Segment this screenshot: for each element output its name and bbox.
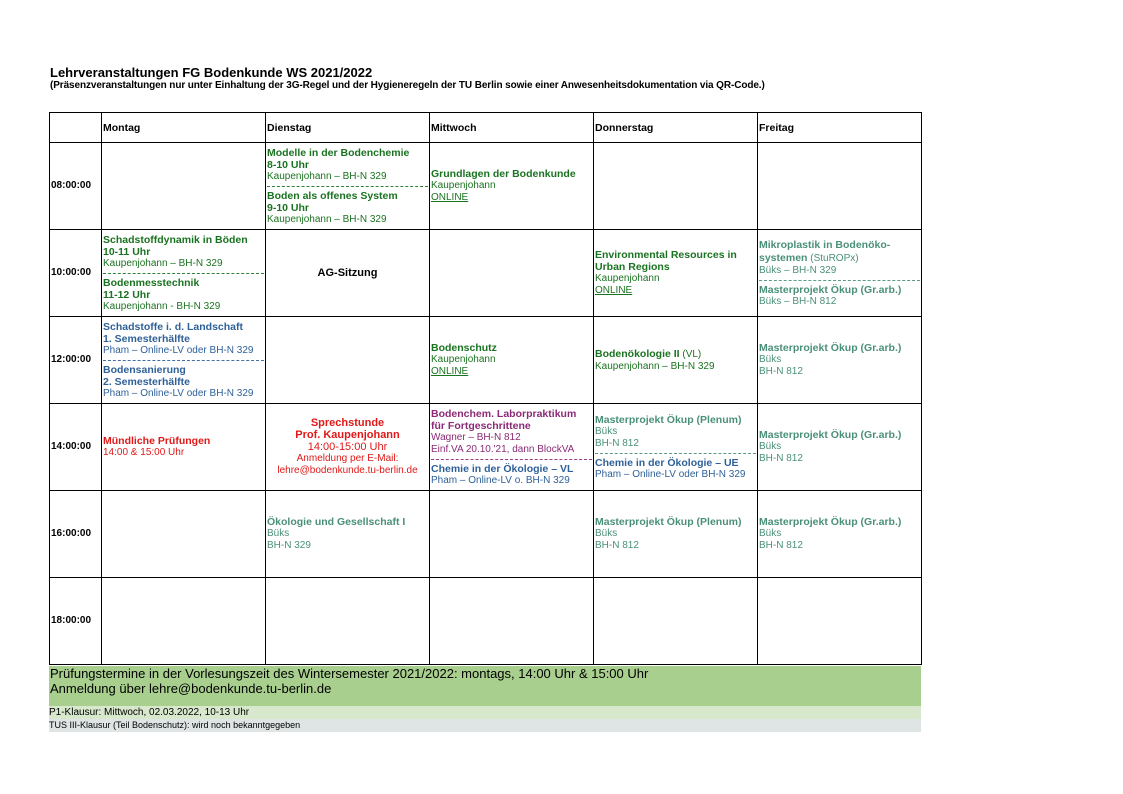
cell-mo-10	[102, 230, 266, 317]
time-label: 14:00:00	[50, 404, 102, 491]
course-info: Büks – BH-N 329	[759, 264, 837, 276]
cell-mi-18	[430, 578, 594, 665]
course-title: Masterprojekt Ökup (Plenum)	[595, 413, 742, 426]
separator	[267, 186, 428, 187]
course-title: Bodensanierung	[103, 363, 186, 376]
course-time: 14:00-15:00 Uhr	[307, 441, 388, 453]
online-link[interactable]: ONLINE	[431, 192, 469, 203]
course-info: Pham – Online-LV oder BH-N 329	[103, 344, 254, 356]
cell-mo-18	[102, 578, 266, 665]
separator	[103, 273, 264, 274]
cell-di-12	[266, 317, 430, 404]
cell-do-12	[594, 317, 758, 404]
course-title: Masterprojekt Ökup (Gr.arb.)	[759, 283, 902, 296]
course-info: 14:00 & 15:00 Uhr	[103, 447, 185, 458]
course-title: Schadstoffe i. d. Landschaft	[103, 320, 244, 333]
time-label: 18:00:00	[50, 578, 102, 665]
course-time: 1. Semesterhälfte	[103, 332, 190, 345]
course-info: Kaupenjohann – BH-N 329	[103, 257, 223, 269]
course-info: Pham – Online-LV oder BH-N 329	[103, 387, 254, 399]
course-title: Bodenmesstechnik	[103, 276, 200, 289]
exam-info-bar	[49, 666, 921, 706]
course-title: AG-Sitzung	[317, 266, 378, 279]
course-room: BH-N 329	[267, 540, 311, 551]
course-title: Masterprojekt Ökup (Gr.arb.)	[759, 516, 902, 528]
cell-mi-08	[430, 143, 594, 230]
course-time: 11-12 Uhr	[103, 288, 151, 301]
cell-fr-08	[758, 143, 922, 230]
time-label: 10:00:00	[50, 230, 102, 317]
course-title: Chemie in der Ökologie – VL	[431, 462, 574, 475]
course-title: Chemie in der Ökologie – UE	[595, 456, 739, 469]
course-title: Mikroplastik in Bodenöko-systemen	[759, 238, 891, 264]
row-1400	[50, 404, 922, 491]
course-title: Sprechstunde	[310, 417, 385, 429]
cell-mi-14	[430, 404, 594, 491]
row-1200	[50, 317, 922, 404]
cell-do-16	[594, 491, 758, 578]
cell-fr-14	[758, 404, 922, 491]
separator	[431, 459, 592, 460]
course-info: Kaupenjohann	[431, 180, 496, 191]
course-info: Büks	[267, 528, 290, 539]
course-info: Büks	[759, 354, 782, 365]
course-suffix: (VL)	[682, 348, 702, 360]
course-room: BH-N 812	[595, 540, 639, 551]
course-time: 2. Semesterhälfte	[103, 375, 190, 388]
course-title: Schadstoffdynamik in Böden	[103, 233, 248, 246]
row-0800	[50, 143, 922, 230]
cell-do-10	[594, 230, 758, 317]
day-header-montag: Montag	[102, 113, 266, 143]
course-info: Büks	[759, 528, 782, 539]
exam-dates-text: Prüfungstermine in der Vorlesungszeit des Wintersemester 2021/2022: montags, 14:00 Uhr & 15:00 Uhr	[50, 666, 649, 681]
cell-fr-10	[758, 230, 922, 317]
course-info: Kaupenjohann	[595, 273, 660, 284]
cell-mo-08	[102, 143, 266, 230]
header-row	[50, 113, 922, 143]
page-title: Lehrveranstaltungen FG Bodenkunde WS 2021/2022	[50, 65, 373, 80]
separator	[759, 280, 920, 281]
course-info: Büks – BH-N 812	[759, 295, 837, 307]
course-room: BH-N 812	[595, 437, 639, 449]
course-title: Environmental Resources in Urban Regions	[595, 249, 737, 273]
cell-do-14	[594, 404, 758, 491]
course-info: Anmeldung per E-Mail:	[296, 453, 399, 464]
cell-di-16	[266, 491, 430, 578]
separator	[103, 360, 264, 361]
course-title: Bodenchem. Laborpraktikum für Fortgeschrittene	[431, 407, 577, 432]
course-time: 8-10 Uhr	[267, 158, 310, 171]
course-suffix: (StuROPx)	[810, 252, 859, 264]
course-title: Bodenschutz	[431, 342, 497, 354]
tus-exam-bar: TUS III-Klausur (Teil Bodenschutz): wird noch bekanntgegeben	[49, 719, 921, 732]
course-time: 9-10 Uhr	[267, 201, 310, 214]
email-link[interactable]: lehre@bodenkunde.tu-berlin.de	[277, 465, 418, 476]
cell-fr-16	[758, 491, 922, 578]
time-label: 16:00:00	[50, 491, 102, 578]
cell-do-18	[594, 578, 758, 665]
course-info: Wagner – BH-N 812	[431, 431, 521, 443]
course-info: Kaupenjohann	[431, 354, 496, 365]
cell-mi-16	[430, 491, 594, 578]
course-info: Einf.VA 20.10.'21, dann BlockVA	[431, 443, 575, 455]
course-info: Pham – Online-LV o. BH-N 329	[431, 474, 570, 486]
time-label: 08:00:00	[50, 143, 102, 230]
course-title: Boden als offenes System	[267, 189, 398, 202]
cell-mi-12	[430, 317, 594, 404]
course-info: Kaupenjohann – BH-N 329	[267, 170, 387, 182]
course-title: Masterprojekt Ökup (Gr.arb.)	[759, 429, 902, 441]
time-label: 12:00:00	[50, 317, 102, 404]
cell-mo-14	[102, 404, 266, 491]
exam-registration-text: Anmeldung über lehre@bodenkunde.tu-berlin.de	[50, 681, 332, 696]
online-link[interactable]: ONLINE	[431, 366, 469, 377]
cell-di-08	[266, 143, 430, 230]
course-info: Kaupenjohann – BH-N 329	[595, 360, 715, 372]
cell-mo-16	[102, 491, 266, 578]
cell-fr-12	[758, 317, 922, 404]
course-title: Modelle in der Bodenchemie	[267, 146, 410, 159]
cell-do-08	[594, 143, 758, 230]
cell-di-18	[266, 578, 430, 665]
online-link[interactable]: ONLINE	[595, 285, 633, 296]
cell-di-14	[266, 404, 430, 491]
course-room: BH-N 812	[759, 366, 803, 377]
day-header-mittwoch: Mittwoch	[430, 113, 594, 143]
corner-cell	[50, 113, 102, 143]
course-title: Masterprojekt Ökup (Plenum)	[595, 516, 742, 528]
course-title: Grundlagen der Bodenkunde	[431, 168, 576, 180]
cell-di-10	[266, 230, 430, 317]
day-header-donnerstag: Donnerstag	[594, 113, 758, 143]
cell-mi-10	[430, 230, 594, 317]
separator	[595, 453, 756, 454]
course-info: Pham – Online-LV oder BH-N 329	[595, 468, 746, 480]
course-title: Bodenökologie II	[595, 347, 680, 360]
p1-exam-bar: P1-Klausur: Mittwoch, 02.03.2022, 10-13 Uhr	[49, 706, 921, 719]
day-header-dienstag: Dienstag	[266, 113, 430, 143]
course-info: Büks	[595, 425, 618, 437]
course-info: Kaupenjohann – BH-N 329	[267, 213, 387, 225]
course-title: Ökologie und Gesellschaft I	[267, 516, 406, 528]
row-1800	[50, 578, 922, 665]
row-1600	[50, 491, 922, 578]
course-info: Büks	[595, 528, 618, 539]
row-1000	[50, 230, 922, 317]
cell-fr-18	[758, 578, 922, 665]
course-time: 10-11 Uhr	[103, 245, 151, 258]
course-room: BH-N 812	[759, 453, 803, 464]
course-info: Büks	[759, 441, 782, 452]
cell-mo-12	[102, 317, 266, 404]
course-title: Mündliche Prüfungen	[103, 435, 211, 447]
course-room: BH-N 812	[759, 540, 803, 551]
course-info: Kaupenjohann - BH-N 329	[103, 300, 221, 312]
page-subtitle: (Präsenzveranstaltungen nur unter Einhaltung der 3G-Regel und der Hygieneregeln der TU Berlin sowie einer Anwesenheitsdokumentation via QR-Code.)	[50, 80, 765, 91]
day-header-freitag: Freitag	[758, 113, 922, 143]
course-title: Prof. Kaupenjohann	[295, 429, 400, 441]
course-title: Masterprojekt Ökup (Gr.arb.)	[759, 342, 902, 354]
schedule-table	[49, 112, 922, 665]
